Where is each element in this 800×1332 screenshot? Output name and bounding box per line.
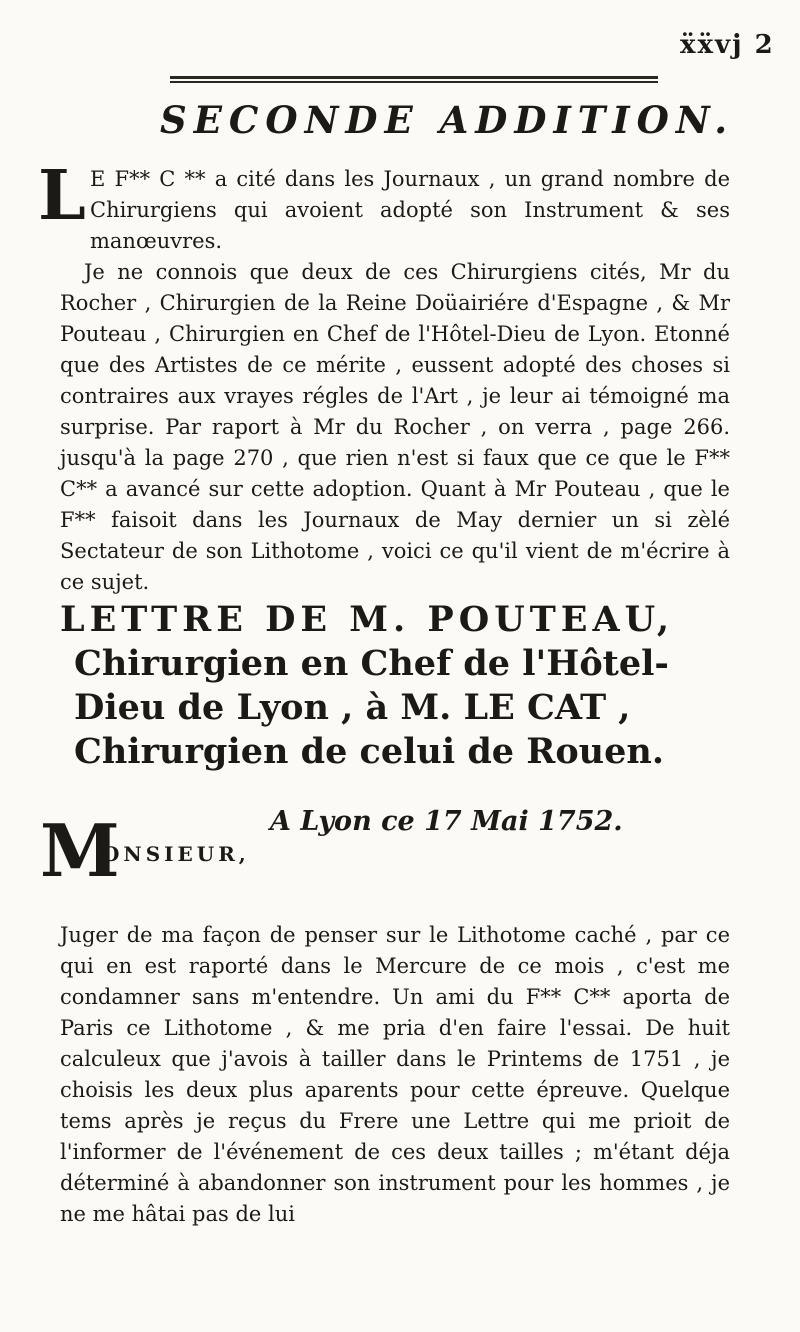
place-date: A Lyon ce 17 Mai 1752. (270, 806, 623, 837)
drop-cap-l: L (38, 156, 86, 236)
letter-body (60, 920, 730, 1230)
letter-title (60, 598, 750, 774)
letter-title-rest: Chirurgien en Chef de l'Hôtel-Dieu de Lyon , à M. LE CAT , Chirurgien de celui de Rouen. (74, 643, 669, 772)
drop-cap-m: M (40, 808, 120, 893)
intro-paragraph-2: Je ne connois que deux de ces Chirurgiens cités, Mr du Rocher , Chirurgien de la Reine Doüairiére d'Espagne , & Mr Pouteau , Chirurgien en Chef de l'Hôtel-Dieu de Lyon. Etonné que des Artistes de ce mérite , eussent adopté des choses si contraires aux vrayes régles de l'Art , je leur ai témoigné ma surprise. Par raport à Mr du Rocher , on verra , page 266. jusqu'à la page 270 , que rien n'est si faux que ce que le F** C** a avancé sur cette adoption. Quant à Mr Pouteau , que le F** faisoit dans les Journaux de May dernier un si zèlé Sectateur de son Lithotome , voici ce qu'il vient de m'écrire à ce sujet. (60, 260, 730, 594)
section-heading: SECONDE ADDITION. (160, 98, 735, 142)
signature-mark: ẍẍvj 2 (680, 30, 775, 60)
salutation: ONSIEUR, (102, 842, 250, 866)
intro-text (60, 164, 730, 598)
intro-paragraph-1: E F** C ** a cité dans les Journaux , un grand nombre de Chirurgiens qui avoient adopté son Instrument & ses manœuvres. (90, 167, 730, 253)
letter-body-paragraph: Juger de ma façon de penser sur le Lithotome caché , par ce qui en est raporté dans le Mercure de ce mois , c'est me condamner sans m'entendre. Un ami du F** C** aporta de Paris ce Lithotome , & me pria d'en faire l'essai. De huit calculeux que j'avois à tailler dans le Printems de 1751 , je choisis les deux plus aparents pour cette épreuve. Quelque tems après je reçus du Frere une Lettre qui me prioit de l'informer de l'événement de ces deux tailles ; m'étant déja déterminé à abandonner son instrument pour les hommes , je ne me hâtai pas de lui (60, 923, 730, 1226)
ornamental-rule (170, 76, 658, 85)
letter-title-line1: LETTRE DE M. POUTEAU, (60, 599, 675, 640)
